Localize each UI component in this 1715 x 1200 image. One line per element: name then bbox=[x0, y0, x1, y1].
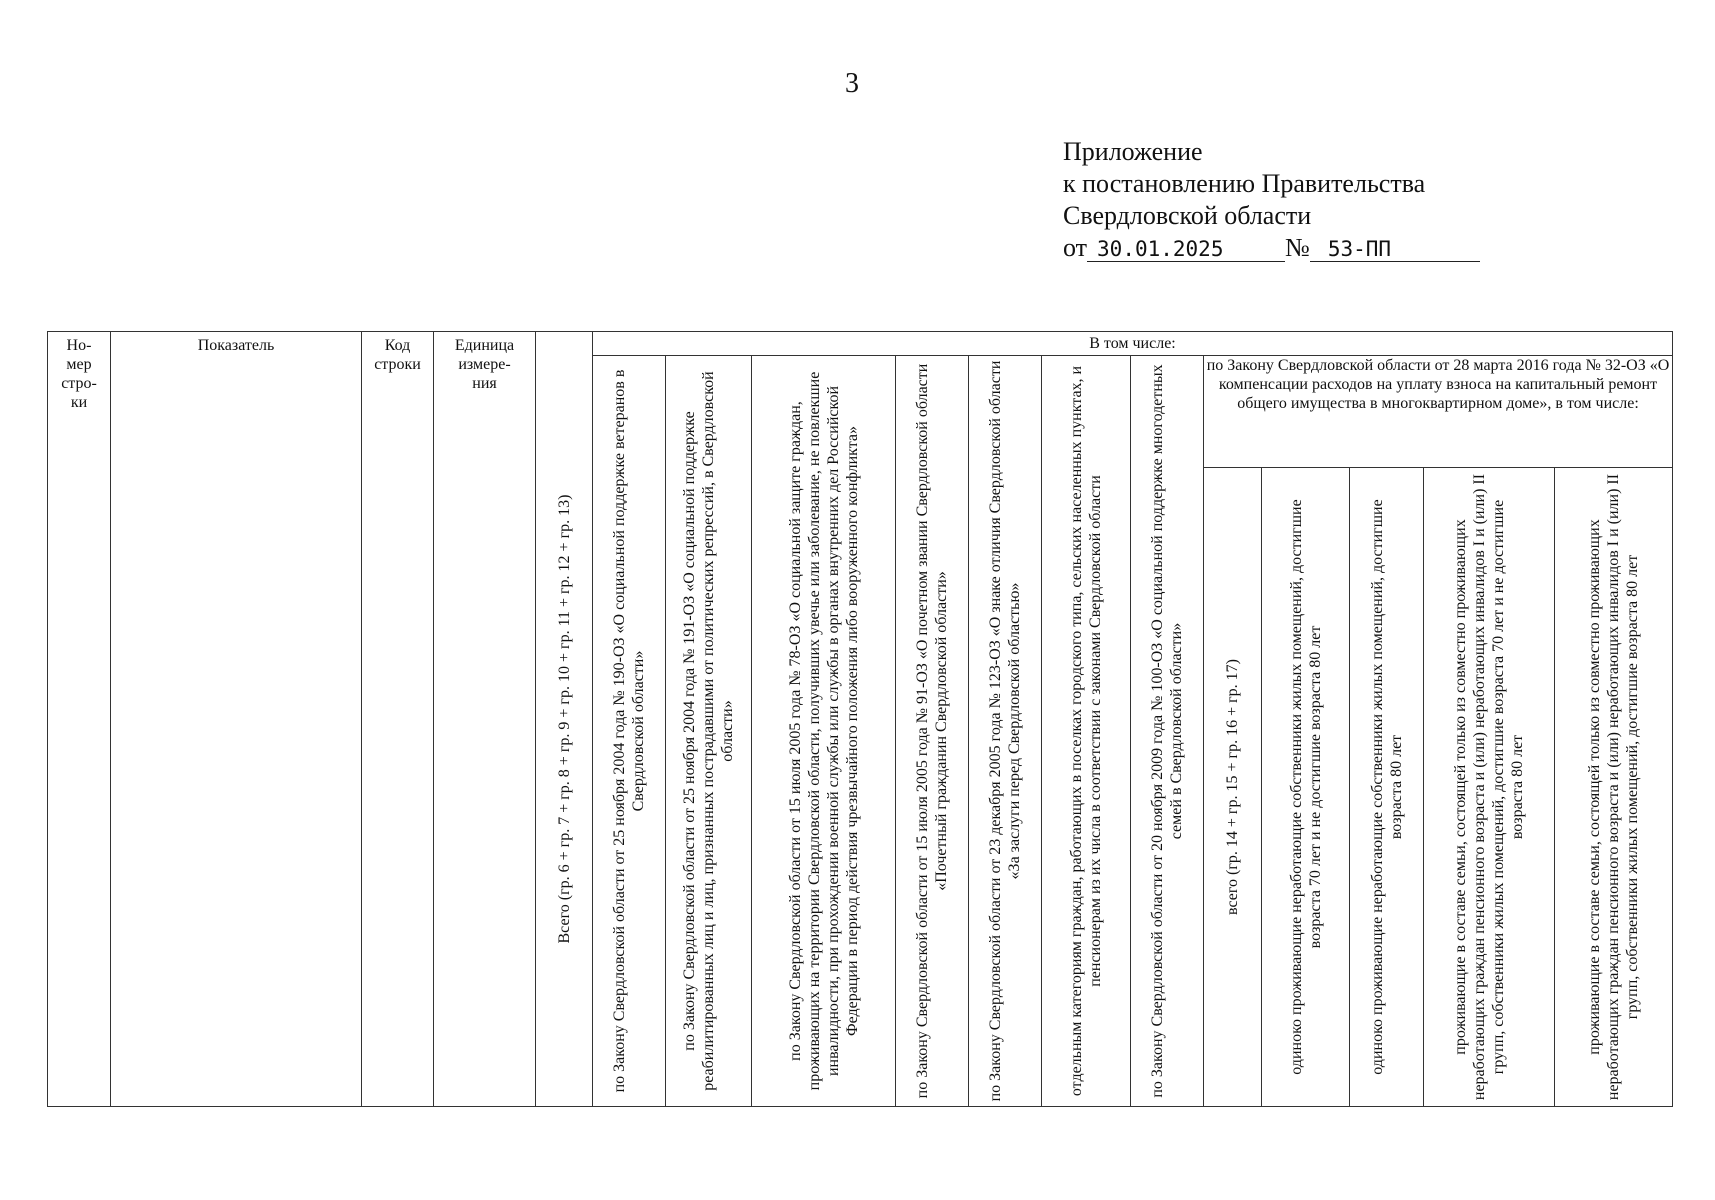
appendix-line-region: Свердловской области bbox=[1063, 201, 1312, 230]
header-col-13-group: по Закону Свердловской области от 28 марта 2016 года № 32-ОЗ «О компенсации расходов на уплату взноса на капитальный ремонт общего имущества в многоквартирном доме», в том числе: bbox=[1204, 356, 1673, 468]
appendix-block bbox=[1063, 136, 1480, 264]
header-col-17 bbox=[1555, 468, 1673, 1107]
header-row-number: Но- мер стро- ки bbox=[48, 332, 111, 1107]
appendix-date-number-line bbox=[1063, 232, 1480, 264]
header-col-7 bbox=[666, 356, 752, 1107]
header-col-11-text: отдельным категориям граждан, работающих в поселках городского типа, сельских населенных пунктах, и пенсионерам из их числа в соответствии с законами Свердловской области bbox=[1068, 365, 1104, 1097]
header-col-14-text: одиноко проживающие неработающие собственники жилых помещений, достигшие возраста 70 лет и не достигшие возраста 80 лет bbox=[1287, 499, 1324, 1075]
header-col-11 bbox=[1042, 356, 1131, 1107]
header-col-12-text: по Закону Свердловской области от 20 ноября 2009 года № 100-ОЗ «О социальной поддержке многодетных семей в Свердловской области» bbox=[1149, 364, 1185, 1098]
header-col-7-text: по Закону Свердловской области от 25 ноября 2004 года № 191-ОЗ «О социальной поддержке реабилитированных лиц и лиц, признанных пострадавшими от политических репрессий, в Свердловской области» bbox=[681, 371, 736, 1091]
from-label: от bbox=[1063, 233, 1088, 262]
header-col-8 bbox=[752, 356, 896, 1107]
header-col-14 bbox=[1262, 468, 1350, 1107]
indicators-table bbox=[47, 331, 1673, 1107]
header-col-6 bbox=[593, 356, 666, 1107]
header-col-6-text: по Закону Свердловской области от 25 ноября 2004 года № 190-ОЗ «О социальной поддержке ветеранов в Свердловской области» bbox=[611, 369, 647, 1093]
header-col-10 bbox=[969, 356, 1042, 1107]
appendix-line-decree: к постановлению Правительства bbox=[1063, 169, 1426, 198]
header-total bbox=[536, 332, 593, 1107]
header-col-16-text: проживающие в составе семьи, состоящей только из совместно проживающих неработающих граждан пенсионного возраста и (или) неработающих инвалидов I и (или) II групп, собственники жилых помещений, достигшие возраста 70 лет и не достигшие возраста 80 лет bbox=[1452, 473, 1526, 1101]
header-unit: Единица измере- ния bbox=[434, 332, 536, 1107]
header-col-12 bbox=[1131, 356, 1204, 1107]
header-col-15-text: одиноко проживающие неработающие собственники жилых помещений, достигшие возраста 80 лет bbox=[1368, 499, 1405, 1075]
header-col-13 bbox=[1204, 468, 1262, 1107]
header-col-10-text: по Закону Свердловской области от 23 декабря 2005 года № 123-ОЗ «О знаке отличия Свердловской области «За заслуги перед Свердловской областью» bbox=[987, 360, 1023, 1102]
header-total-text: Всего (гр. 6 + гр. 7 + гр. 8 + гр. 9 + гр. 10 + гр. 11 + гр. 12 + гр. 13) bbox=[555, 494, 573, 944]
number-label: № bbox=[1285, 233, 1310, 262]
decree-date: 30.01.2025 bbox=[1087, 237, 1285, 262]
header-col-9 bbox=[896, 356, 969, 1107]
header-col-9-text: по Закону Свердловской области от 15 июля 2005 года № 91-ОЗ «О почетном звании Свердловской области «Почетный гражданин Свердловской области» bbox=[914, 363, 950, 1099]
appendix-title: Приложение bbox=[1063, 137, 1203, 166]
header-code: Код строки bbox=[362, 332, 434, 1107]
header-including: В том числе: bbox=[593, 332, 1673, 356]
header-col-16 bbox=[1424, 468, 1555, 1107]
header-indicator: Показатель bbox=[111, 332, 362, 1107]
header-col-8-text: по Закону Свердловской области от 15 июля 2005 года № 78-ОЗ «О социальной защите граждан, проживающих на территории Свердловской области, получивших увечье или заболевание, не повлекшие инвалидности, при прохождении военной службы или службы в органах внутренних дел Российской Федерации в период действия чрезвычайного положения либо вооруженного конфликта» bbox=[786, 371, 861, 1091]
decree-number: 53-ПП bbox=[1310, 237, 1480, 262]
header-col-13-text: всего (гр. 14 + гр. 15 + гр. 16 + гр. 17) bbox=[1224, 659, 1241, 915]
page-number: 3 bbox=[845, 68, 859, 99]
header-col-17-text: проживающие в составе семьи, состоящей только из совместно проживающих неработающих граждан пенсионного возраста и (или) неработающих инвалидов I и (или) II групп, собственники жилых помещений, достигшие возраста 80 лет bbox=[1586, 473, 1641, 1101]
header-col-15 bbox=[1350, 468, 1424, 1107]
